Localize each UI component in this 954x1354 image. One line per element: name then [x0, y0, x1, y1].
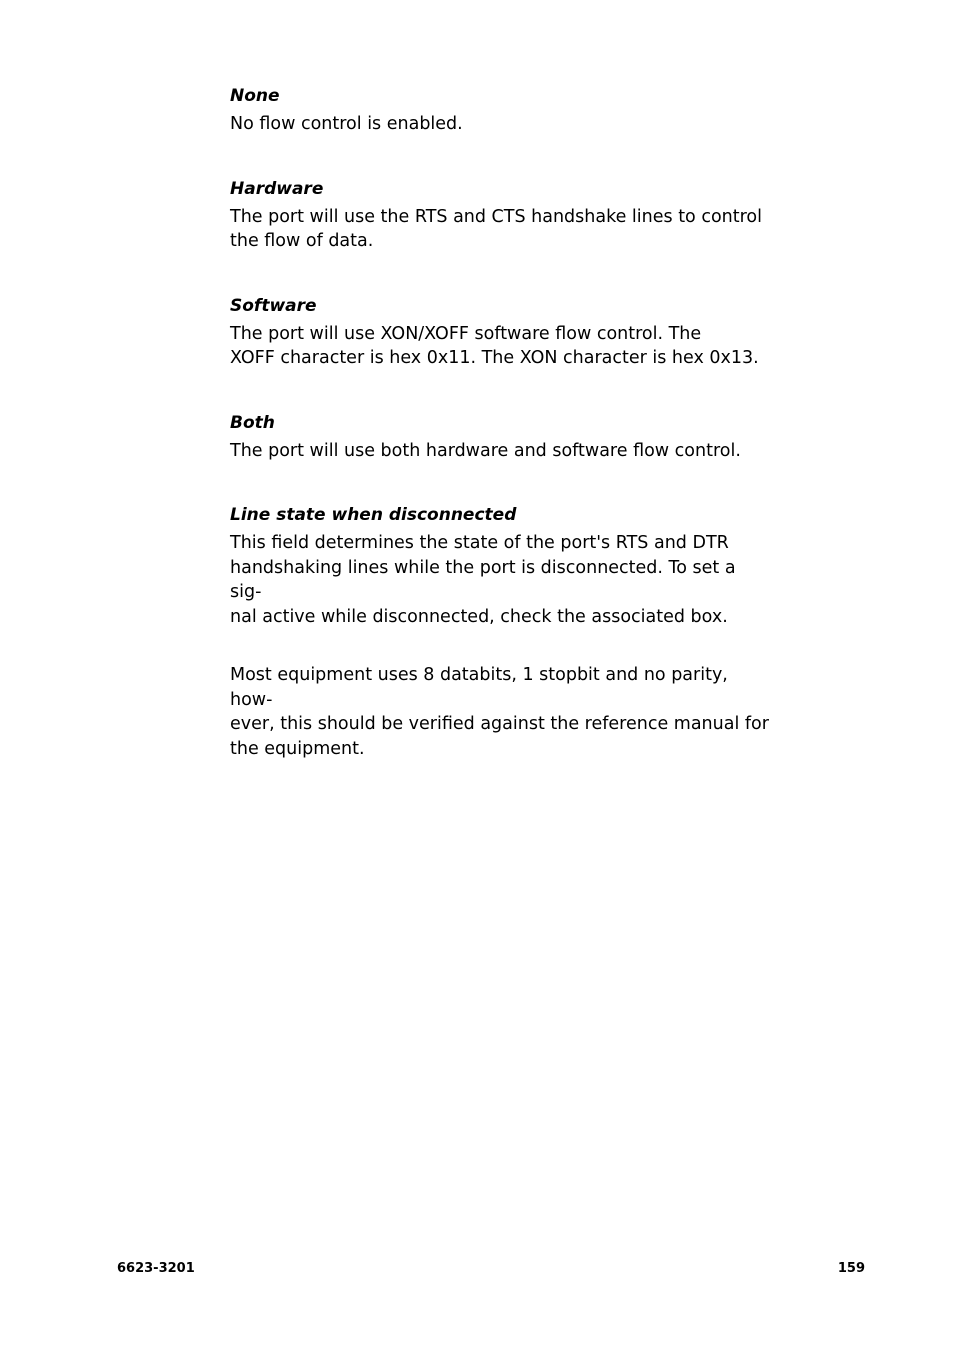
section-paragraph [230, 439, 770, 464]
paragraph-line: The port will use the RTS and CTS handshake lines to control [230, 206, 762, 227]
section-paragraph [230, 322, 770, 371]
section-paragraph [230, 205, 770, 254]
section-heading: Line state when disconnected [230, 505, 517, 525]
section-none [230, 84, 770, 137]
footer-doc-number: 6623-3201 [117, 1261, 195, 1276]
section-heading: Hardware [230, 178, 324, 199]
section-paragraph [230, 112, 770, 137]
paragraph-line: The port will use XON/XOFF software flow control. The [230, 323, 702, 344]
section-line-state [230, 503, 770, 629]
paragraph-line: the equipment. [230, 738, 365, 759]
paragraph-line: Most equipment uses 8 databits, 1 stopbit and no parity, how- [230, 665, 728, 710]
section-heading: None [230, 86, 280, 106]
paragraph-line: the flow of data. [230, 231, 374, 251]
document-body [230, 84, 770, 761]
paragraph-line: ever, this should be verified against the reference manual for [230, 714, 769, 734]
section-heading: Both [230, 412, 275, 433]
section-paragraph [230, 531, 770, 629]
paragraph-line: No flow control is enabled. [230, 114, 463, 134]
section-hardware [230, 177, 770, 254]
footer-page-number: 159 [837, 1261, 865, 1276]
paragraph-line: XOFF character is hex 0x11. The XON character is hex 0x13. [230, 348, 759, 368]
paragraph-line: handshaking lines while the port is disconnected. To set a sig- [230, 557, 736, 602]
paragraph-line: This field determines the state of the port's RTS and DTR [230, 533, 729, 553]
paragraph-line: nal active while disconnected, check the associated box. [230, 606, 728, 627]
paragraph-line: The port will use both hardware and software flow control. [230, 440, 741, 461]
section-both [230, 411, 770, 464]
section-software [230, 294, 770, 371]
section-heading: Software [230, 295, 317, 316]
note-paragraph [230, 663, 770, 761]
